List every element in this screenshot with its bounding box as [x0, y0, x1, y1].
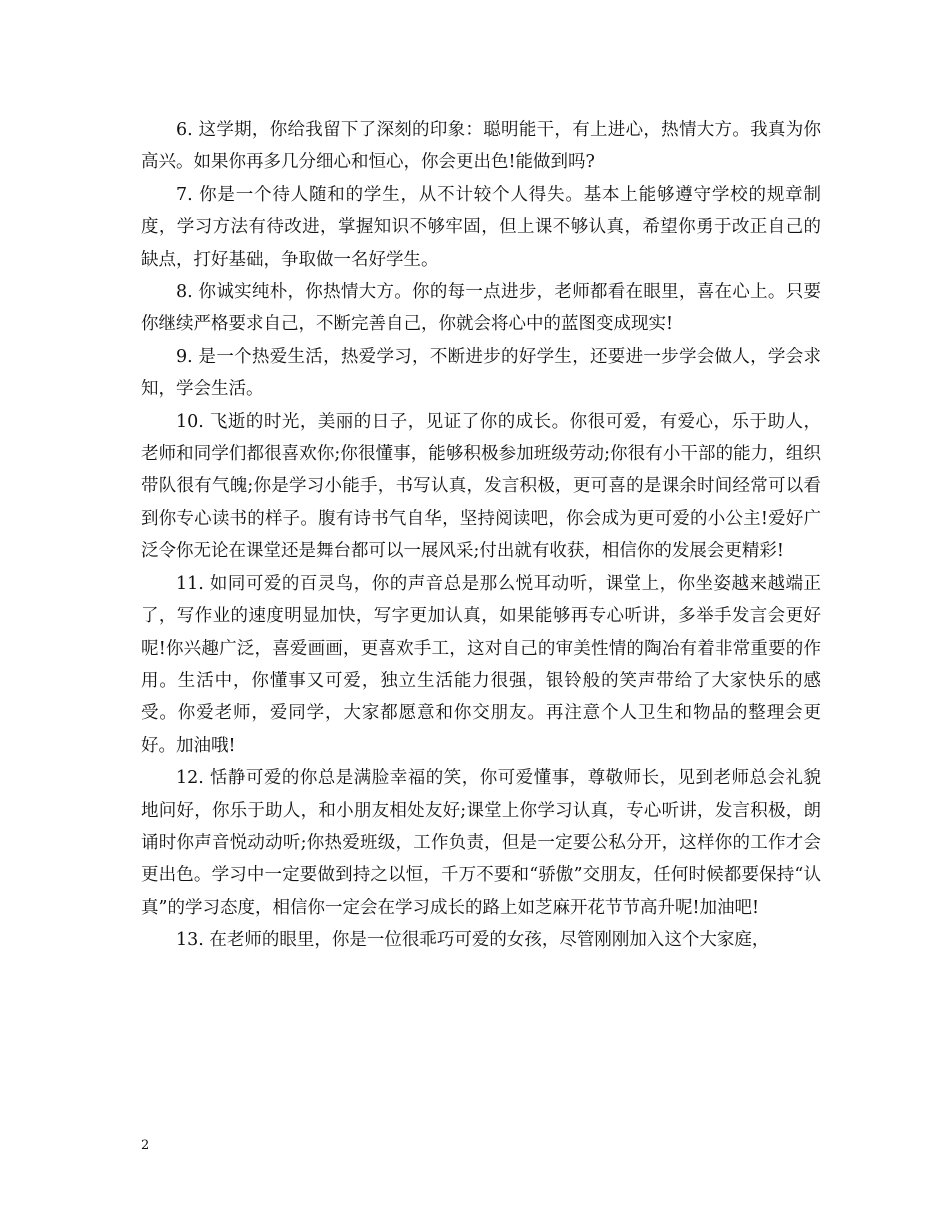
page-number: 2: [141, 1138, 150, 1153]
paragraph-11: 11. 如同可爱的百灵鸟，你的声音总是那么悦耳动听，课堂上，你坐姿越来越端正了，写作业的速度明显加快，写字更加认真，如果能够再专心听讲，多举手发言会更好呢!你兴趣广泛，喜爱画画，更喜欢手工，这对自己的审美性情的陶冶有着非常重要的作用。生活中，你懂事又可爱，独立生活能力很强，银铃般的笑声带给了大家快乐的感受。你爱老师，爱同学，大家都愿意和你交朋友。再注意个人卫生和物品的整理会更好。加油哦!: [141, 573, 821, 756]
paragraph-9: 9. 是一个热爱生活，热爱学习，不断进步的好学生，还要进一步学会做人，学会求知，学会生活。: [141, 346, 821, 400]
paragraph-10: 10. 飞逝的时光，美丽的日子，见证了你的成长。你很可爱，有爱心，乐于助人，老师和同学们都很喜欢你;你很懂事，能够积极参加班级劳动;你很有小干部的能力，组织带队很有气魄;你是学习小能手，书写认真，发言积极，更可喜的是课余时间经常可以看到你专心读书的样子。腹有诗书气自华，坚持阅读吧，你会成为更可爱的小公主!爱好广泛令你无论在课堂还是舞台都可以一展风采;付出就有收获，相信你的发展会更精彩!: [141, 411, 821, 562]
paragraph-6: 6. 这学期，你给我留下了深刻的印象：聪明能干，有上进心，热情大方。我真为你高兴。如果你再多几分细心和恒心，你会更出色!能做到吗?: [141, 120, 821, 173]
paragraph-8: 8. 你诚实纯朴，你热情大方。你的每一点进步，老师都看在眼里，喜在心上。只要你继续严格要求自己，不断完善自己，你就会将心中的蓝图变成现实!: [141, 282, 821, 335]
paragraph-13: 13. 在老师的眼里，你是一位很乖巧可爱的女孩，尽管刚刚加入这个大家庭，: [176, 930, 770, 951]
paragraph-7: 7. 你是一个待人随和的学生，从不计较个人得失。基本上能够遵守学校的规章制度，学习方法有待改进，掌握知识不够牢固，但上课不够认真，希望你勇于改正自己的缺点，打好基础，争取做一名好学生。: [141, 184, 821, 270]
paragraph-12: 12. 恬静可爱的你总是满脸幸福的笑，你可爱懂事，尊敬师长，见到老师总会礼貌地问好，你乐于助人，和小朋友相处友好;课堂上你学习认真，专心听讲，发言积极，朗诵时你声音悦动动听;你热爱班级，工作负责，但是一定要公私分开，这样你的工作才会更出色。学习中一定要做到持之以恒，千万不要和“骄傲”交朋友，任何时候都要保持“认真”的学习态度，相信你一定会在学习成长的路上如芝麻开花节节高升呢!加油吧!: [141, 768, 821, 918]
body-text: [141, 114, 821, 957]
